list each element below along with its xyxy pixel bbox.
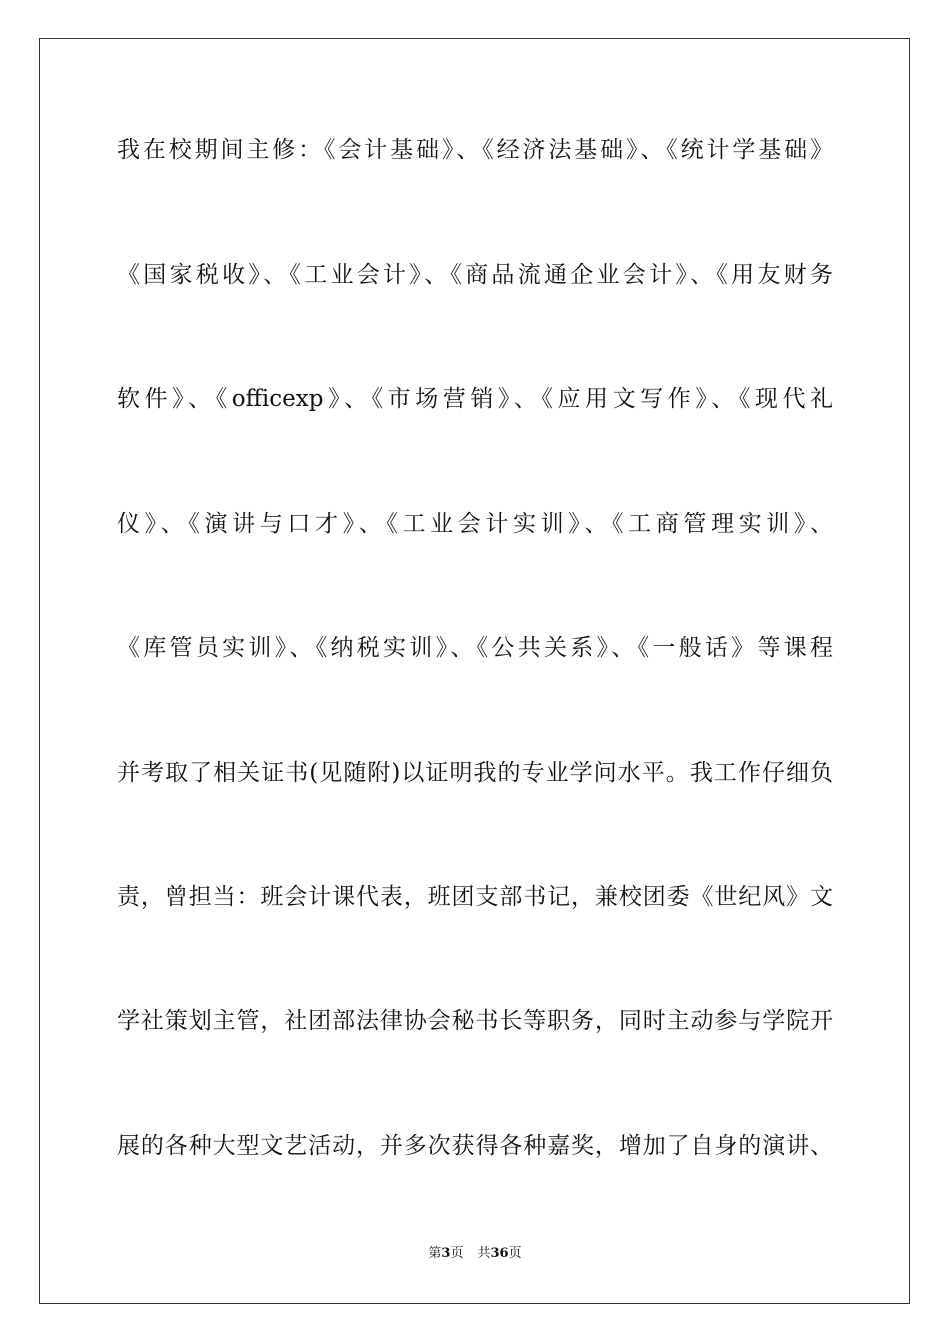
body-line-4: 仪》、《演讲与口才》、《工业会计实训》、《工商管理实训》、	[117, 511, 833, 537]
footer-total-suffix: 页	[508, 1246, 522, 1261]
page-frame	[39, 38, 910, 1304]
body-line-8: 学社策划主管，社团部法律协会秘书长等职务，同时主动参与学院开	[117, 1008, 833, 1034]
footer-total-prefix: 共	[477, 1246, 491, 1261]
body-line-2: 《国家税收》、《工业会计》、《商品流通企业会计》、《用友财务	[117, 262, 833, 288]
footer-page-suffix: 页	[450, 1246, 464, 1261]
body-line-1: 我在校期间主修：《会计基础》、《经济法基础》、《统计学基础》	[117, 137, 833, 163]
footer-page-number: 3	[441, 1246, 451, 1261]
body-line-7: 责，曾担当：班会计课代表，班团支部书记，兼校团委《世纪风》文	[117, 884, 833, 910]
footer-page-prefix: 第	[428, 1246, 442, 1261]
body-line-5: 《库管员实训》、《纳税实训》、《公共关系》、《一般话》等课程	[117, 635, 833, 661]
body-line-9: 展的各种大型文艺活动，并多次获得各种嘉奖，增加了自身的演讲、	[117, 1133, 833, 1159]
body-line-3: 软件》、《officexp》、《市场营销》、《应用文写作》、《现代礼	[117, 386, 833, 412]
page-footer	[0, 1245, 950, 1263]
body-line-6: 并考取了相关证书(见随附)以证明我的专业学问水平。我工作仔细负	[117, 760, 833, 786]
footer-total-pages: 36	[490, 1246, 509, 1261]
